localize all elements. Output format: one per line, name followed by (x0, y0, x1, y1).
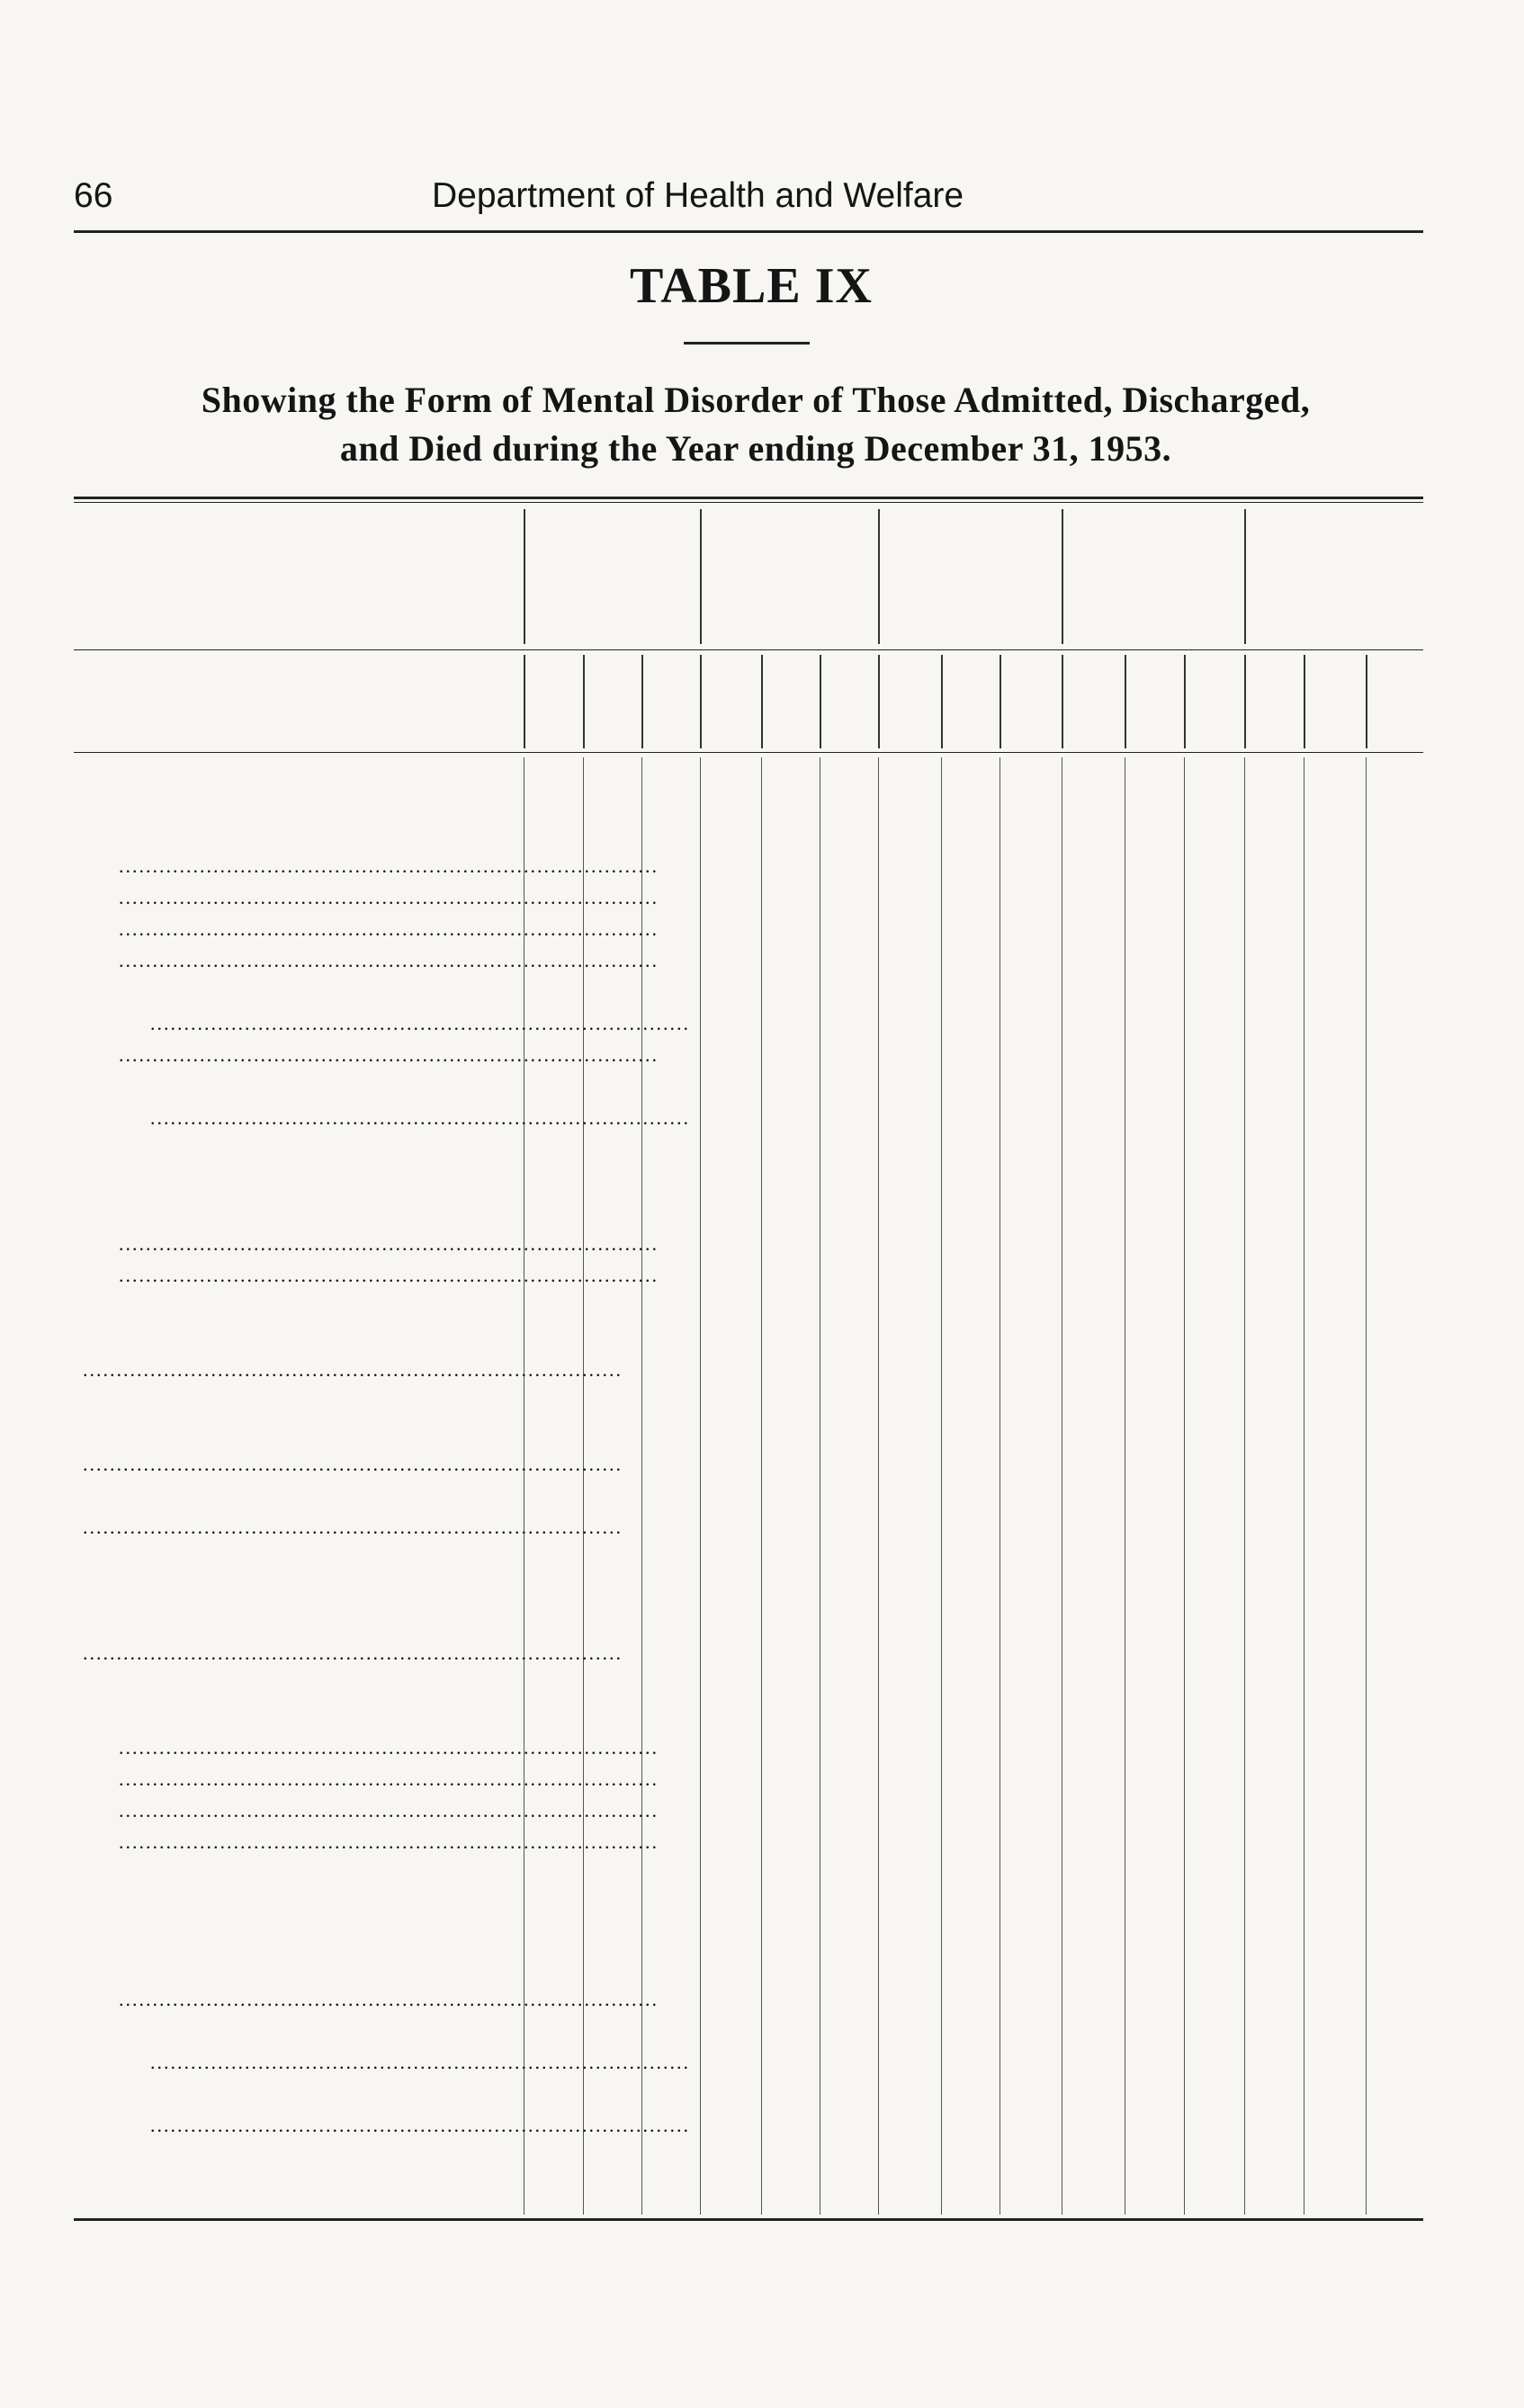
body-column-line (761, 757, 762, 2215)
subcolumn-divider-line (820, 655, 821, 748)
dot-leader: ................................................................................ (119, 886, 659, 909)
subcolumn-divider-line (1125, 655, 1126, 748)
dot-leader: ................................................................................ (150, 1106, 690, 1129)
group-divider-line (1062, 509, 1063, 644)
body-column-line (700, 757, 701, 2215)
subcolumn-divider-line (941, 655, 943, 748)
dot-leader: ................................................................................ (83, 1642, 623, 1664)
subtitle-line: and Died during the Year ending December 31, 1953. (339, 428, 1172, 469)
dot-leader: ................................................................................ (150, 2051, 690, 2073)
subcolumn-divider-line (583, 655, 585, 748)
dot-leader: ................................................................................ (119, 918, 659, 940)
subcolumn-divider-line (1366, 655, 1367, 748)
group-divider-line (878, 509, 880, 644)
page-number: 66 (74, 176, 113, 215)
dot-leader: ................................................................................ (119, 1264, 659, 1286)
subcolumn-divider-line (1304, 655, 1305, 748)
subcolumn-divider-line (1184, 655, 1186, 748)
body-column-line (1184, 757, 1185, 2215)
header-rule (74, 230, 1423, 233)
dot-leader: ................................................................................ (119, 1232, 659, 1255)
header-divider-rule (74, 649, 1423, 650)
running-head (74, 176, 1423, 227)
subcolumn-divider-line (524, 655, 525, 748)
table-top-rule-2 (74, 502, 1423, 503)
group-divider-line (700, 509, 702, 644)
dot-leader: ................................................................................ (119, 1768, 659, 1790)
dot-leader: ................................................................................ (150, 2114, 690, 2136)
group-divider-line (1244, 509, 1246, 644)
subcolumn-divider-line (1062, 655, 1063, 748)
table-top-rule (74, 497, 1423, 499)
dot-leader: ................................................................................ (83, 1516, 623, 1538)
subcolumn-divider-line (878, 655, 880, 748)
table-title: TABLE IX (630, 258, 873, 314)
dot-leader: ................................................................................ (150, 1012, 690, 1034)
dot-leader: ................................................................................ (119, 855, 659, 877)
body-column-line (1244, 757, 1245, 2215)
subheader-divider-rule (74, 752, 1423, 753)
dot-leader: ................................................................................ (119, 1736, 659, 1759)
dot-leader: ................................................................................ (119, 1831, 659, 1853)
dot-leader: ................................................................................ (119, 1043, 659, 1066)
body-column-line (1366, 757, 1367, 2215)
subcolumn-divider-line (641, 655, 643, 748)
dot-leader: ................................................................................ (83, 1453, 623, 1475)
body-column-line (941, 757, 942, 2215)
dot-leader: ................................................................................ (119, 949, 659, 971)
dot-leader: ................................................................................ (83, 1358, 623, 1381)
subcolumn-divider-line (700, 655, 702, 748)
department-name: Department of Health and Welfare (432, 176, 964, 215)
table-bottom-rule (74, 2218, 1423, 2221)
table-subtitle (54, 376, 1457, 473)
title-underline (684, 342, 810, 345)
dot-leader: ................................................................................ (119, 1988, 659, 2010)
subcolumn-divider-line (1244, 655, 1246, 748)
subcolumn-divider-line (1000, 655, 1001, 748)
group-divider-line (524, 509, 525, 644)
subcolumn-divider-line (761, 655, 763, 748)
subtitle-line: Showing the Form of Mental Disorder of Those Admitted, Discharged, (201, 380, 1311, 420)
body-column-line (878, 757, 879, 2215)
dot-leader: ................................................................................ (119, 1799, 659, 1822)
